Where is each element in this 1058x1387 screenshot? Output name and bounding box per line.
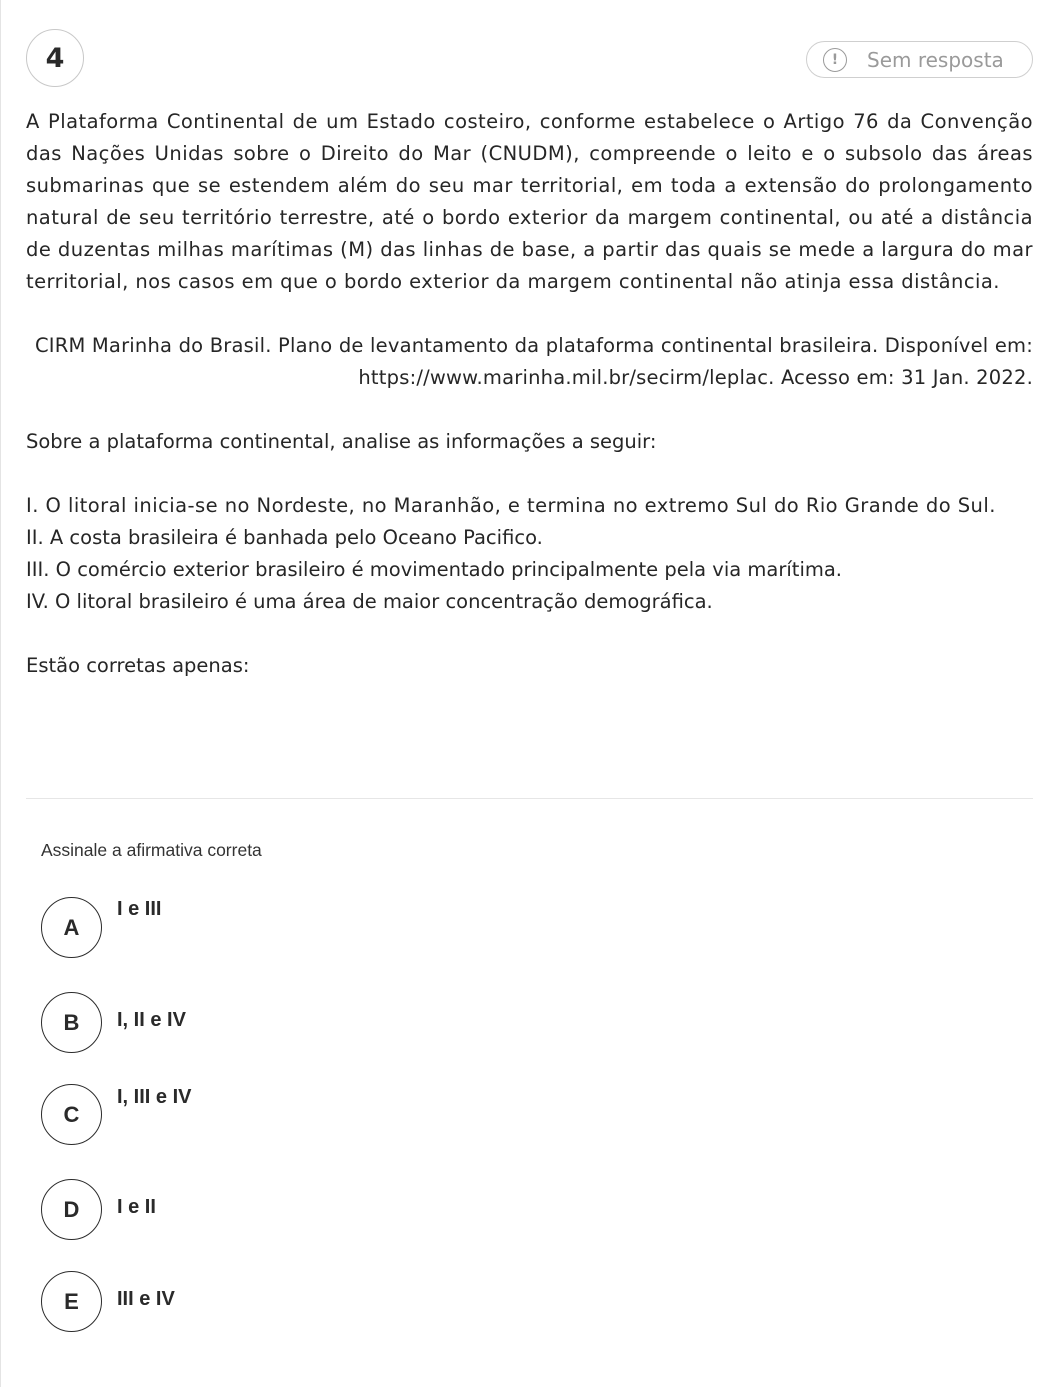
option-letter[interactable]: D (41, 1179, 102, 1240)
option-text[interactable]: I, III e IV (117, 1086, 192, 1108)
option-a[interactable] (41, 897, 161, 958)
statement-item: III. O comércio exterior brasileiro é movimentado principalmente pela via marítima. (26, 558, 843, 581)
citation-text: CIRM Marinha do Brasil. Plano de levantamento da plataforma continental brasileira. Disponível em: https://www.marinha.mil.br/secirm/leplac. Acesso em: 31 Jan. 2022. (34, 334, 1033, 389)
section-divider (26, 798, 1033, 799)
prompt-text: Sobre a plataforma continental, analise as informações a seguir: (26, 430, 657, 453)
option-letter[interactable]: E (41, 1271, 102, 1332)
option-letter[interactable]: A (41, 897, 102, 958)
passage-text: A Plataforma Continental de um Estado costeiro, conforme estabelece o Artigo 76 da Convenção das Nações Unidas sobre o Direito do Mar (CNUDM), compreende o leito e o subsolo das áreas submarinas que se estendem além do seu mar territorial, em toda a extensão do prolongamento natural de seu território terrestre, até o bordo exterior da margem continental, ou até a distância de duzentas milhas marítimas (M) das linhas de base, a partir das quais se mede a largura do mar territorial, nos casos em que o bordo exterior da margem continental não atinja essa distância. (26, 110, 1033, 293)
statement-item: II. A costa brasileira é banhada pelo Oceano Pacifico. (26, 526, 543, 549)
closing-text: Estão corretas apenas: (26, 654, 250, 677)
option-b[interactable] (41, 992, 186, 1053)
statement-item: IV. O litoral brasileiro é uma área de maior concentração demográfica. (26, 590, 713, 613)
option-e[interactable] (41, 1271, 175, 1332)
alert-circle-icon: ! (823, 48, 847, 72)
option-c[interactable] (41, 1084, 191, 1145)
option-d[interactable] (41, 1179, 156, 1240)
option-text[interactable]: I e III (117, 898, 162, 920)
option-text[interactable]: I e II (117, 1196, 156, 1218)
page-left-border (0, 0, 1, 1387)
statement-list (26, 490, 1033, 618)
question-body (26, 106, 1033, 682)
option-letter[interactable]: C (41, 1084, 102, 1145)
option-letter[interactable]: B (41, 992, 102, 1053)
statement-item: I. O litoral inicia-se no Nordeste, no Maranhão, e termina no extremo Sul do Rio Grande do Sul. (26, 494, 996, 517)
answer-status-badge (806, 41, 1033, 78)
option-text[interactable]: III e IV (117, 1288, 175, 1310)
answer-status-label: Sem resposta (867, 47, 1004, 72)
question-number: 4 (26, 29, 84, 87)
option-text[interactable]: I, II e IV (117, 1009, 186, 1031)
answer-instruction: Assinale a afirmativa correta (41, 840, 262, 860)
